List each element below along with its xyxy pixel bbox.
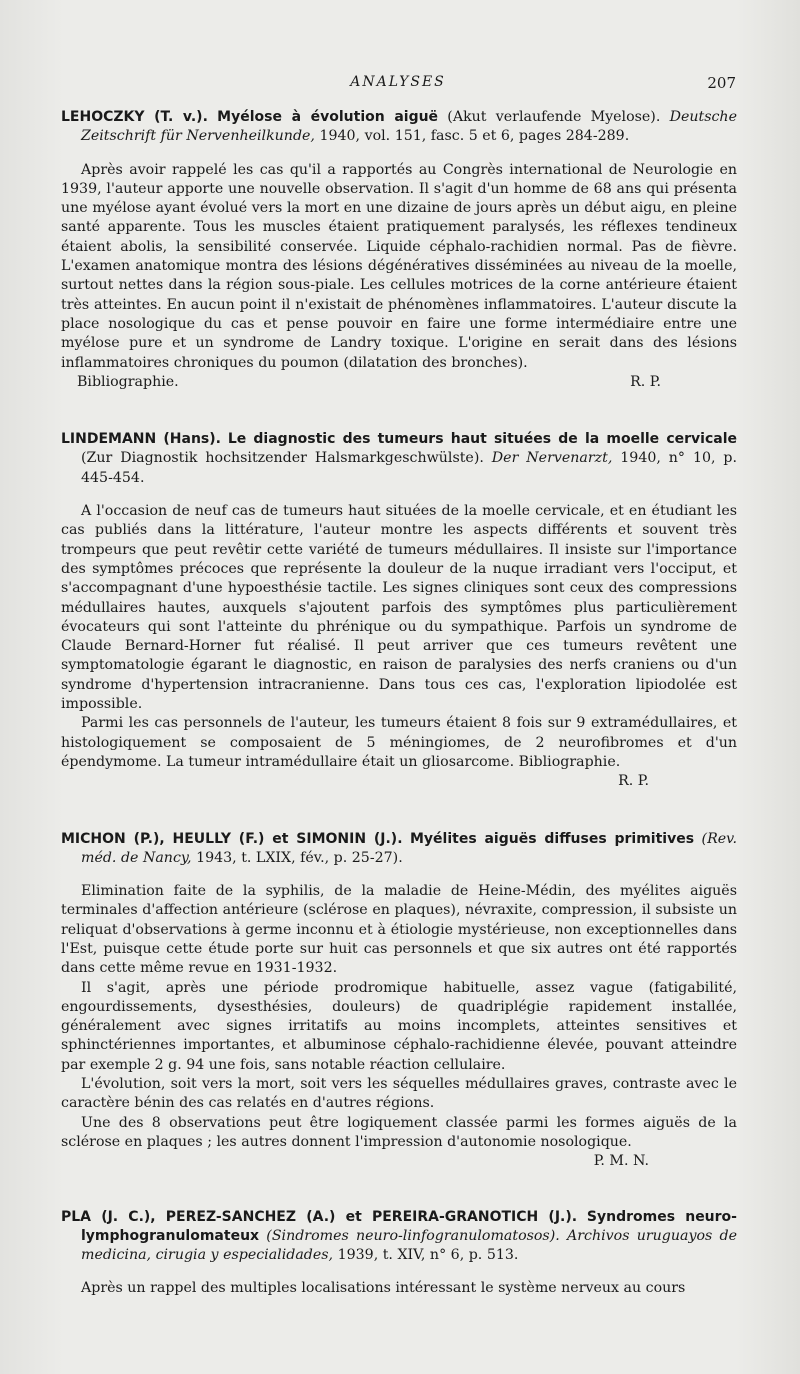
- review-author: LINDEMANN (Hans).: [61, 431, 221, 448]
- review-citation: 1943, t. LXIX, fév., p. 25-27).: [196, 849, 403, 866]
- review-citation: 1939, t. XIV, n° 6, p. 513.: [337, 1247, 519, 1264]
- review-author: PLA (J. C.), PEREZ-SANCHEZ (A.) et PEREIRA-GRANOTICH (J.).: [61, 1208, 578, 1225]
- review-lehoczky: [61, 108, 737, 392]
- review-paragraph: A l'occasion de neuf cas de tumeurs haut situées de la moelle cervicale, et en étudiant les cas publiés dans la littérature, l'auteur montre les aspects différents et souvent très trompeurs que peut revêtir cette variété de tumeurs médullaires. Il insiste sur l'importance des symptômes précoces que représente la douleur de la nuque irradiant vers l'occiput, et s'accompagnant d'une hypoesthésie tactile. Les signes cliniques sont ceux des compressions médullaires hautes, auxquels s'ajoutent parfois des symptômes plus particulièrement évocateurs qui sont l'atteinte du phrénique ou du sympathique. Parfois un syndrome de Claude Bernard-Horner fut réalisé. Il peut arriver que ces tumeurs revêtent une symptomatologie égarant le diagnostic, en raison de paralysies des nerfs craniens ou d'un syndrome d'hypertension intracranienne. Dans tous ces cas, l'exploration lipiodolée est impossible.: [61, 503, 737, 713]
- review-title: Myélose à évolution aiguë: [217, 109, 439, 125]
- review-footer: [61, 373, 737, 392]
- review-bibliography: Bibliographie.: [77, 373, 179, 390]
- review-translation: (Akut verlaufende Myelose).: [447, 109, 661, 125]
- review-title: Myélites aiguës diffuses primitives: [409, 830, 695, 847]
- review-michon: [61, 830, 737, 1172]
- review-title: Syndromes neuro-lymphogranulomateux: [81, 1208, 737, 1244]
- review-author: LEHOCZKY (T. v.).: [61, 109, 208, 125]
- spacer: [61, 1172, 737, 1208]
- review-pla: [61, 1208, 737, 1299]
- review-journal: (Rev. méd. de Nancy,: [81, 830, 737, 866]
- page-header: [60, 74, 736, 94]
- review-citation: 1940, vol. 151, fasc. 5 et 6, pages 284-289.: [319, 128, 630, 145]
- review-citation: 1940, n° 10, p. 445-454.: [81, 450, 738, 486]
- review-paragraph: Après avoir rappelé les cas qu'il a rapportés au Congrès international de Neurologie en 1939, l'auteur apporte une nouvelle observation. Il s'agit d'un homme de 68 ans qui présenta une myélose ayant évolué vers la mort en une dizaine de jours après un début aigu, en pleine santé apparente. Tous les muscles étaient pratiquement paralysés, les réflexes tendineux étaient abolis, la sensibilité conservée. Liquide céphalo-rachidien normal. Pas de fièvre. L'examen anatomique montra des lésions dégénératives disséminées au niveau de la moelle, surtout nettes dans la région sous-piale. Les cellules motrices de la corne antérieure étaient très atteintes. En aucun point il n'existait de phénomènes inflammatoires. L'auteur discute la place nosologique du cas et pense pouvoir en faire une forme intermédiaire entre une myélose pure et un syndrome de Landry toxique. L'origine en serait dans des lésions inflammatoires chroniques du poumon (dilatation des bronches).: [61, 161, 737, 371]
- review-heading: [61, 108, 737, 147]
- review-translation: (Sindromes neuro-linfogranulomatosos).: [266, 1227, 560, 1244]
- review-heading: [61, 1208, 737, 1266]
- review-signature: R. P.: [630, 373, 661, 390]
- review-signature: R. P.: [618, 773, 649, 790]
- review-title: Le diagnostic des tumeurs haut situées de la moelle cervicale: [227, 431, 738, 448]
- review-lindemann: [61, 430, 737, 791]
- review-paragraph: Parmi les cas personnels de l'auteur, les tumeurs étaient 8 fois sur 9 extramédullaires, et histologiquement se composaient de 5 méningiomes, de 2 neurofibromes et d'un épendymome. La tumeur intramédullaire était un gliosarcome. Bibliographie.: [61, 715, 737, 770]
- review-paragraph: Après un rappel des multiples localisations intéressant le système nerveux au cours: [81, 1280, 686, 1297]
- review-heading: [61, 430, 737, 488]
- review-author: MICHON (P.), HEULLY (F.) et SIMONIN (J.).: [61, 830, 403, 847]
- review-translation: (Zur Diagnostik hochsitzender Halsmarkgeschwülste).: [81, 450, 484, 467]
- review-journal: Der Nervenarzt,: [491, 450, 613, 467]
- review-paragraph: Il s'agit, après une période prodromique habituelle, assez vague (fatigabilité, engourdissements, dysesthésies, douleurs) de quadriplégie rapidement installée, généralement avec signes irritatifs au moins incomplets, atteintes sensitives et sphinctériennes importantes, et albuminose céphalo-rachidienne élevée, pouvant atteindre par exemple 2 g. 94 une fois, sans notable réaction cellulaire.: [61, 979, 737, 1073]
- spacer: [61, 392, 737, 430]
- content: [61, 108, 737, 1299]
- review-journal: Archivos uruguayos de medicina, cirugia y especialidades,: [81, 1227, 737, 1264]
- review-journal: Deutsche Zeitschrift für Nervenheilkunde,: [81, 109, 737, 145]
- page-number: 207: [707, 74, 736, 92]
- review-signature: P. M. N.: [593, 1153, 649, 1170]
- spacer: [61, 792, 737, 830]
- review-paragraph: L'évolution, soit vers la mort, soit vers les séquelles médullaires graves, contraste avec le caractère bénin des cas relatés en d'autres régions.: [61, 1076, 737, 1112]
- review-heading: [61, 830, 737, 869]
- review-paragraph: Elimination faite de la syphilis, de la maladie de Heine-Médin, des myélites aiguës terminales d'affection antérieure (sclérose en plaques), névraxite, compression, il subsiste un reliquat d'observations à germe inconnu et à étiologie mystérieuse, non exceptionnelles dans l'Est, puisque cette étude porte sur huit cas personnels et que six autres ont été rapportés dans cette même revue en 1931-1932.: [61, 883, 737, 977]
- review-paragraph: Une des 8 observations peut être logiquement classée parmi les formes aiguës de la sclérose en plaques ; les autres donnent l'impression d'autonomie nosologique.: [61, 1114, 737, 1150]
- running-head: ANALYSES: [350, 74, 446, 90]
